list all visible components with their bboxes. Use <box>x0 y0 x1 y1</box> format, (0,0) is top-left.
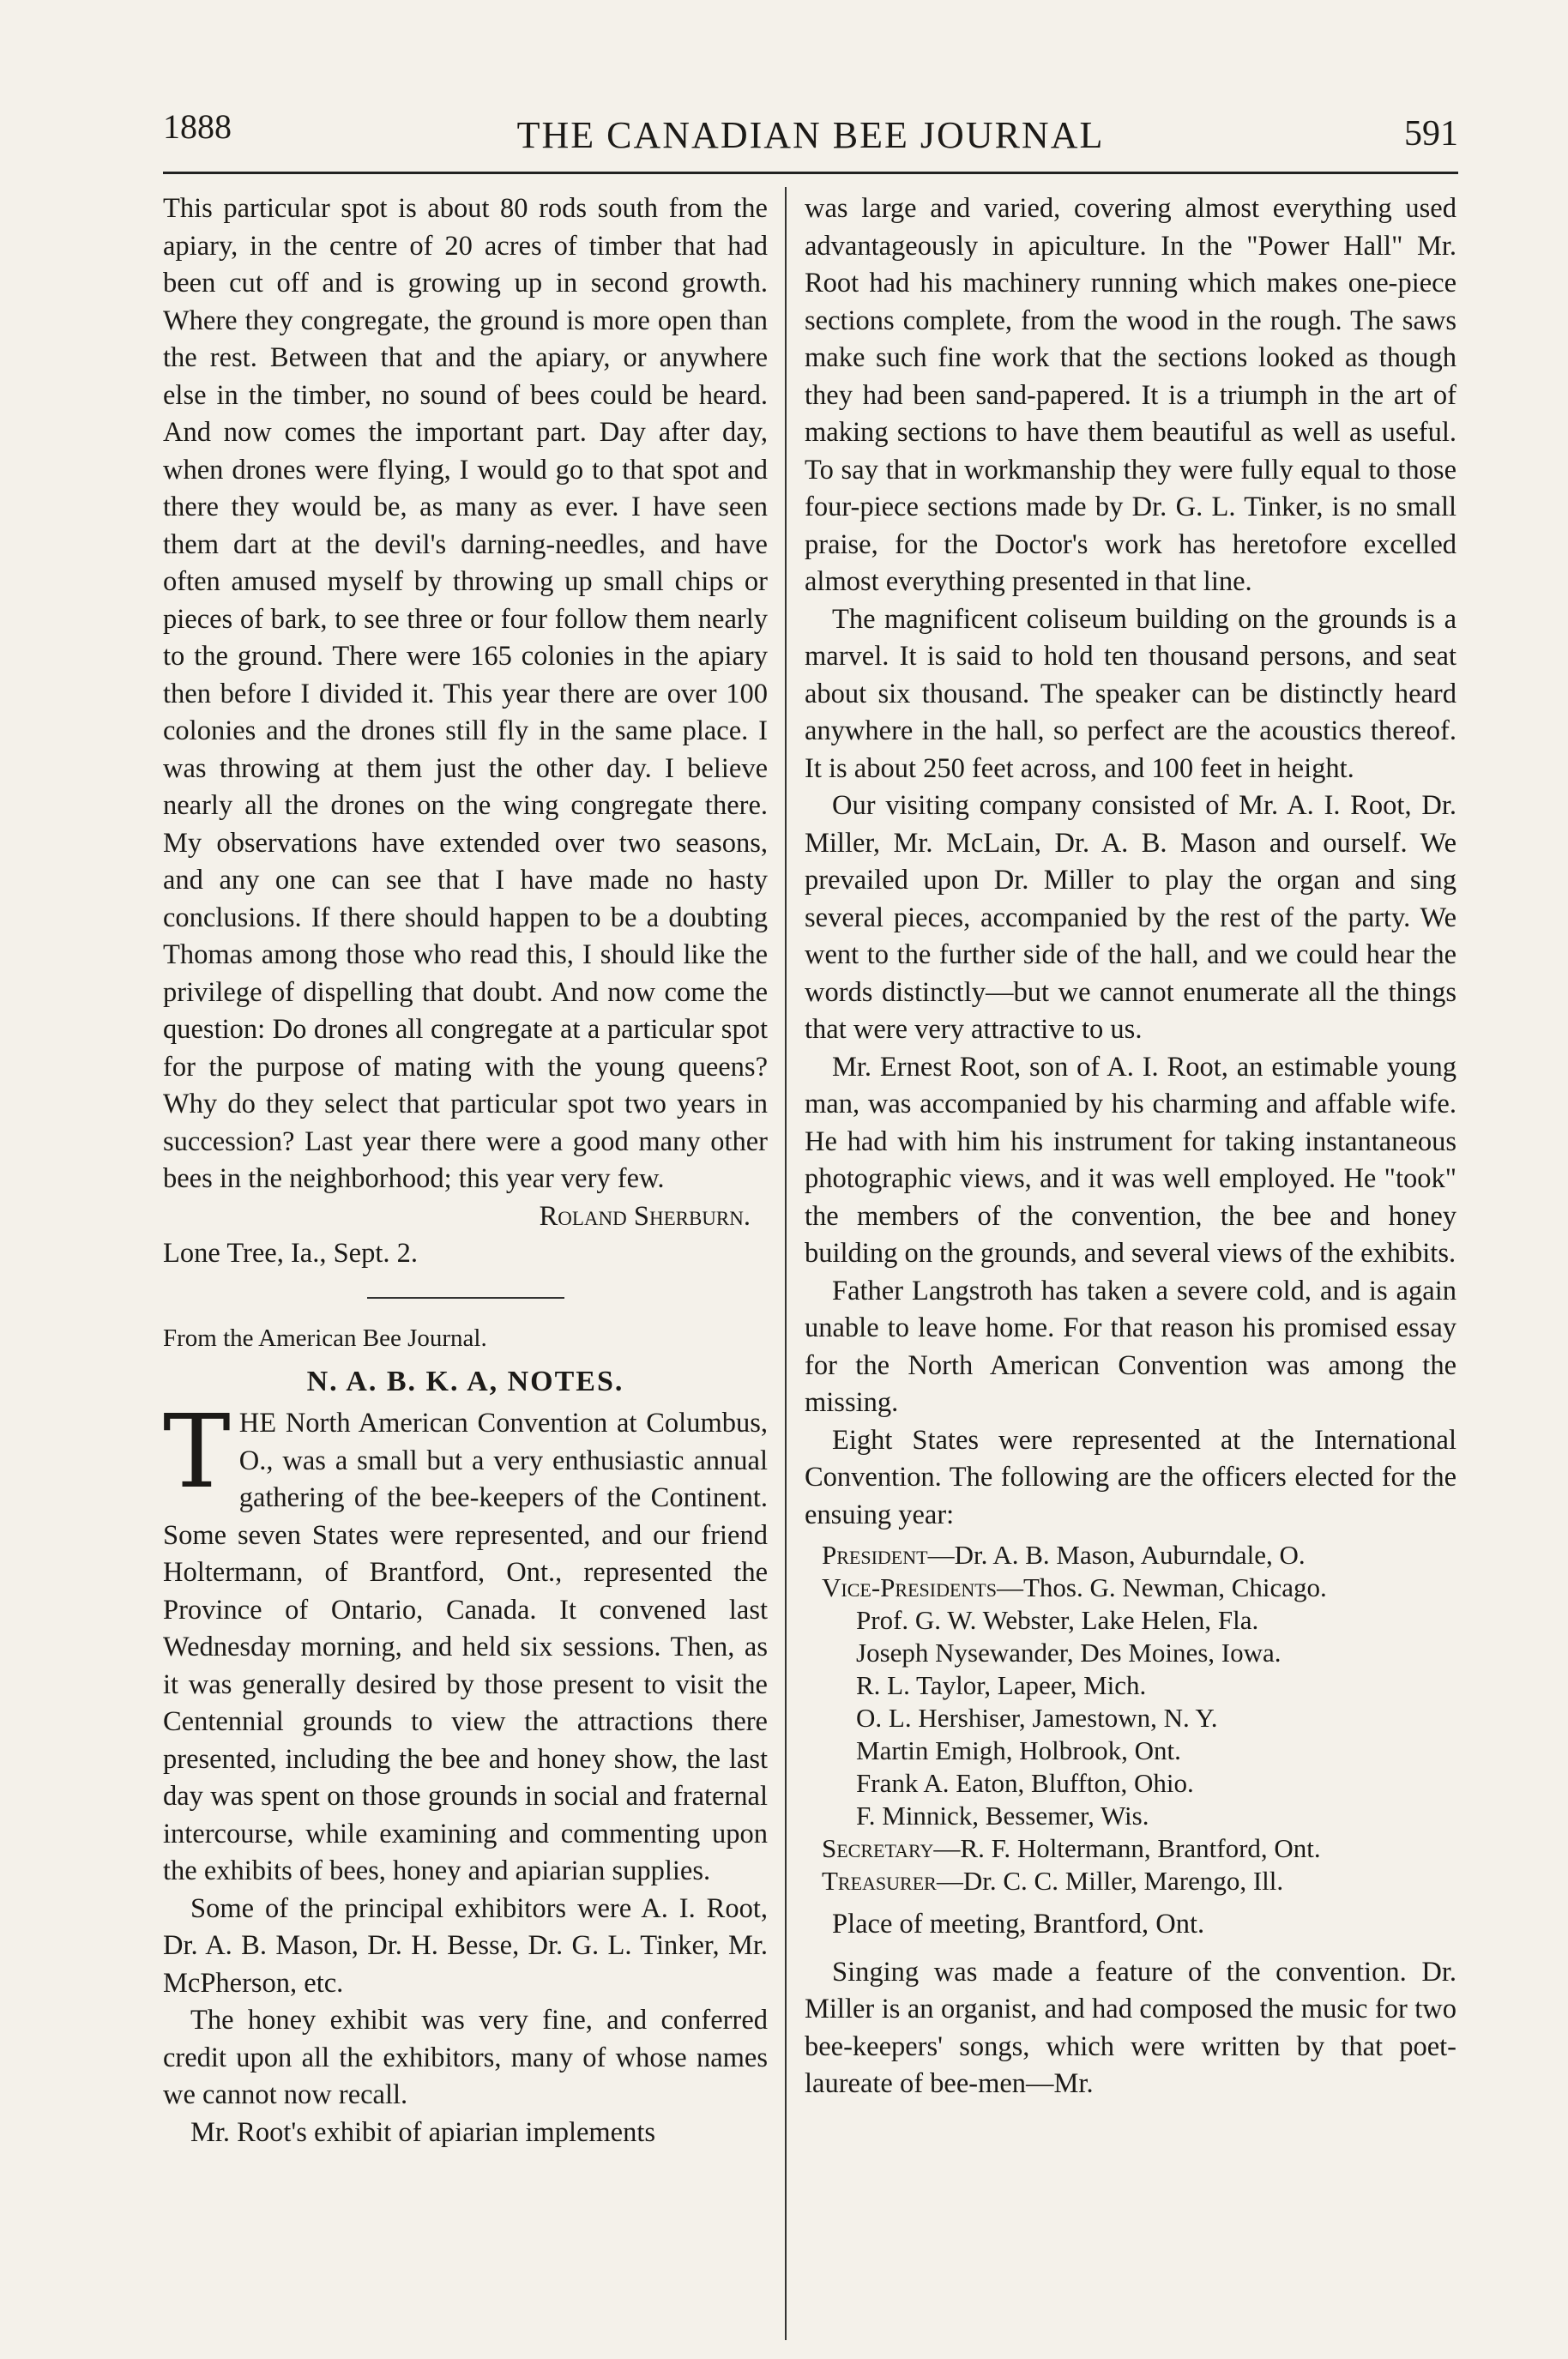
article-paragraph: Some of the principal exhibitors were A. I. Root, Dr. A. B. Mason, Dr. H. Besse, Dr. G. L. Tinker, Mr. McPherson, etc. <box>163 1892 768 1999</box>
vice-president-item: Frank A. Eaton, Bluffton, Ohio. <box>856 1768 1194 1798</box>
officer-label: Treasurer <box>822 1866 937 1896</box>
article-paragraph: The magnificent coliseum building on the grounds is a marvel. It is said to hold ten thousand persons, and seat about six thousand. The speaker can be distinctly heard anywhere in the hall, so perfect are the acoustics thereof. It is about 250 feet across, and 100 feet in height. <box>805 603 1456 784</box>
officer-president <box>805 1539 1456 1572</box>
officer-label: Secretary <box>822 1833 934 1863</box>
right-column <box>805 190 1456 2103</box>
vice-president-item: F. Minnick, Bessemer, Wis. <box>856 1801 1149 1831</box>
officer-name: —Dr. A. B. Mason, Auburndale, O. <box>927 1540 1306 1570</box>
header-rule <box>163 172 1458 174</box>
page-header <box>163 101 1458 170</box>
article-paragraph: Mr. Ernest Root, son of A. I. Root, an estimable young man, was accompanied by his charming and affable wife. He had with him his instrument for taking instantaneous photographic views, and it was well employed. He "took" the members of the convention, the bee and honey building on the grounds, and several views of the exhibits. <box>805 1051 1456 1269</box>
source-note: From the American Bee Journal. <box>163 1324 487 1352</box>
dateline: Lone Tree, Ia., Sept. 2. <box>163 1238 418 1269</box>
article-paragraph: Mr. Root's exhibit of apiarian implements <box>190 2116 656 2148</box>
article-paragraph: This particular spot is about 80 rods south from the apiary, in the centre of 20 acres of timber that had been cut off and is growing up in second growth. Where they congregate, the ground is more open than the rest. Between that and the apiary, or anywhere else in the timber, no sound of bees could be heard. And now comes the important part. Day after day, when drones were flying, I would go to that spot and there they would be, as many as ever. I have seen them dart at the devil's darning-needles, and have often amused myself by throwing up small chips or pieces of bark, to see three or four follow them nearly to the ground. There were 165 colonies in the apiary then before I divided it. This year there are over 100 colonies and the drones still fly in the same place. I was throwing at them just the other day. I believe nearly all the drones on the wing congregate there. My observations have extended over two seasons, and any one can see that I have made no hasty conclusions. If there should happen to be a doubting Thomas among those who read this, I should like the privilege of dispelling that doubt. And now come the question: Do drones all congregate at a particular spot for the purpose of mating with the young queens? Why do they select that particular spot two years in succession? Last year there were a good many other bees in the neighborhood; this year very few. <box>163 193 768 1194</box>
vice-president-item: Joseph Nysewander, Des Moines, Iowa. <box>856 1638 1282 1668</box>
paragraph-text: HE North American Convention at Columbus, O., was a small but a very enthusiastic annual gathering of the bee-keepers of the Continent. Some seven States were represented, and our friend Holtermann, of Brantford, Ont., represented the Province of Ontario, Canada. It convened last Wednesday morning, and held six sessions. Then, as it was generally desired by those present to visit the Centennial grounds to view the attractions there presented, including the bee and honey show, the last day was spent on those grounds in social and fraternal intercourse, while examining and commenting upon the exhibits of bees, honey and apiarian supplies. <box>163 1408 768 1886</box>
officer-treasurer <box>805 1865 1456 1897</box>
officer-vice-presidents <box>805 1572 1456 1604</box>
page-number: 591 <box>1404 114 1458 154</box>
officer-label: Vice-Presidents <box>822 1572 997 1602</box>
officer-name: —R. F. Holtermann, Brantford, Ont. <box>933 1833 1321 1863</box>
drop-cap: T <box>163 1392 231 1511</box>
article-paragraph: Singing was made a feature of the convention. Dr. Miller is an organist, and had composed the music for two bee-keepers' songs, which were written by that poet-laureate of bee-men—Mr. <box>805 1956 1456 2099</box>
article-paragraph: Father Langstroth has taken a severe cold, and is again unable to leave home. For that reason his promised essay for the North American Convention was among the missing. <box>805 1275 1456 1418</box>
officer-label: President <box>822 1540 928 1570</box>
vice-president-item: Martin Emigh, Holbrook, Ont. <box>856 1735 1181 1765</box>
vice-president-item: R. L. Taylor, Lapeer, Mich. <box>856 1670 1147 1700</box>
article-paragraph <box>163 1392 768 1891</box>
article-paragraph: was large and varied, covering almost everything used advantageously in apiculture. In the "Power Hall" Mr. Root had his machinery running which makes one-piece sections complete, from the wood in the rough. The saws make such fine work that the sections looked as though they had been sand-papered. It is a triumph in the art of making sections to have them beautiful as well as useful. To say that in workmanship they were fully equal to those four-piece sections made by Dr. G. L. Tinker, is no small praise, for the Doctor's work has heretofore excelled almost everything presented in that line. <box>805 193 1456 597</box>
article-paragraph: Our visiting company consisted of Mr. A. I. Root, Dr. Miller, Mr. McLain, Dr. A. B. Mason and ourself. We prevailed upon Dr. Miller to play the organ and sing several pieces, accompanied by the rest of the party. We went to the further side of the hall, and we could hear the words distinctly—but we cannot enumerate all the things that were very attractive to us. <box>805 790 1456 1045</box>
officer-secretary <box>805 1832 1456 1865</box>
article-paragraph: Eight States were represented at the International Convention. The following are the officers elected for the ensuing year: <box>805 1424 1456 1530</box>
section-separator <box>163 1278 768 1316</box>
meeting-place: Place of meeting, Brantford, Ont. <box>832 1909 1205 1940</box>
officers-list <box>805 1539 1456 1897</box>
left-column <box>163 190 768 2151</box>
author-signature: Roland Sherburn. <box>539 1200 751 1232</box>
header-year: 1888 <box>163 107 232 146</box>
officer-name: —Thos. G. Newman, Chicago. <box>996 1572 1327 1602</box>
vice-president-item: O. L. Hershiser, Jamestown, N. Y. <box>856 1703 1218 1733</box>
officer-name: —Dr. C. C. Miller, Marengo, Ill. <box>936 1866 1284 1896</box>
section-title: N. A. B. K. A, NOTES. <box>306 1365 624 1397</box>
journal-title: THE CANADIAN BEE JOURNAL <box>516 114 1105 156</box>
article-paragraph: The honey exhibit was very fine, and conferred credit upon all the exhibitors, many of whose names we cannot now recall. <box>163 2005 768 2110</box>
vice-president-item: Prof. G. W. Webster, Lake Helen, Fla. <box>856 1605 1259 1635</box>
column-divider <box>785 187 787 2340</box>
